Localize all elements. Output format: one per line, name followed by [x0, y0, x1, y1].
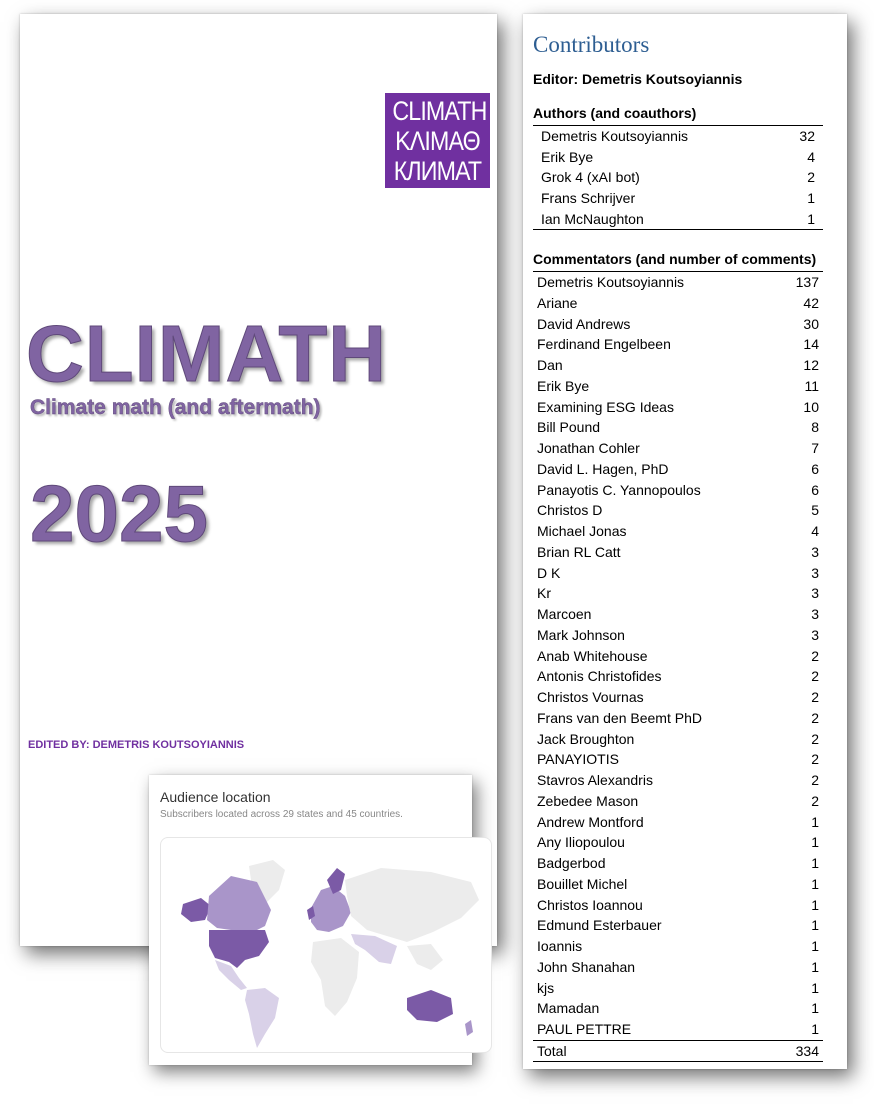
- table-row: [533, 874, 823, 895]
- contributor-name: Bill Pound: [537, 419, 601, 436]
- audience-title: Audience location: [160, 789, 271, 805]
- contributor-name: Erik Bye: [537, 377, 590, 394]
- total-label: Total: [537, 1042, 567, 1059]
- contributor-count: 3: [811, 564, 819, 581]
- contributor-count: 1: [811, 917, 819, 934]
- map-mexico: [215, 960, 247, 990]
- contributor-count: 3: [811, 543, 819, 560]
- contributor-count: 30: [803, 315, 819, 332]
- table-row: [533, 646, 823, 667]
- contributor-count: 6: [811, 460, 819, 477]
- world-map: [161, 838, 491, 1052]
- authors-heading: Authors (and coauthors): [533, 105, 697, 121]
- table-row: [533, 188, 823, 209]
- contributor-name: PANAYIOTIS: [537, 751, 619, 768]
- table-row: [533, 957, 823, 978]
- table-row: [533, 147, 823, 168]
- table-row: [533, 687, 823, 708]
- contributor-name: Demetris Koutsoyiannis: [537, 274, 685, 290]
- total-value: 334: [795, 1042, 819, 1059]
- contributor-count: 1: [811, 813, 819, 830]
- contributor-name: Edmund Esterbauer: [537, 917, 662, 934]
- table-row: [533, 978, 823, 999]
- contributor-count: 2: [811, 689, 819, 705]
- contributor-count: 1: [807, 190, 815, 207]
- table-row: [533, 438, 823, 459]
- contributor-count: 1: [811, 1021, 819, 1037]
- map-asia: [345, 868, 479, 942]
- contributor-name: Demetris Koutsoyiannis: [541, 128, 689, 144]
- map-alaska: [181, 898, 211, 922]
- table-row: [533, 480, 823, 501]
- map-europe: [311, 886, 351, 932]
- contributor-name: Anab Whitehouse: [537, 647, 648, 664]
- table-row: [533, 272, 823, 293]
- table-row: [533, 521, 823, 542]
- contributor-name: PAUL PETTRE: [537, 1021, 632, 1037]
- table-row: [533, 998, 823, 1019]
- climath-logo: [385, 93, 490, 188]
- table-row: [533, 126, 823, 147]
- contributor-name: Examining ESG Ideas: [537, 398, 674, 415]
- contributors-page: [523, 14, 847, 1069]
- world-map-panel: [160, 837, 492, 1053]
- table-row: [533, 895, 823, 916]
- table-row: [533, 749, 823, 770]
- contributor-count: 11: [804, 377, 819, 394]
- contributor-count: 1: [811, 855, 819, 871]
- table-row: [533, 853, 823, 874]
- contributor-count: 1: [811, 896, 819, 913]
- contributor-name: Panayotis C. Yannopoulos: [537, 481, 701, 498]
- table-row: [533, 376, 823, 397]
- contributor-count: 4: [807, 148, 815, 165]
- cover-editor-credit: EDITED BY: DEMETRIS KOUTSOYIANNIS: [28, 739, 245, 751]
- contributor-name: kjs: [537, 979, 555, 996]
- contributor-count: 3: [811, 626, 819, 643]
- table-row: [533, 209, 823, 230]
- logo-line-cyrillic: КЛИМАТ: [393, 155, 482, 186]
- contributor-count: 1: [807, 210, 815, 227]
- contributor-name: D K: [537, 564, 561, 581]
- table-row: [533, 542, 823, 563]
- contributor-count: 1: [811, 958, 819, 975]
- contributor-count: 7: [811, 440, 819, 456]
- cover-subtitle: Climate math (and aftermath): [30, 396, 321, 419]
- table-row: [533, 500, 823, 521]
- contributor-name: David Andrews: [537, 315, 631, 332]
- table-row: [533, 167, 823, 188]
- table-row: [533, 563, 823, 584]
- commentators-heading: Commentators (and number of comments): [533, 251, 817, 267]
- contributor-name: Brian RL Catt: [537, 543, 621, 560]
- table-row: [533, 812, 823, 833]
- map-australia: [407, 990, 453, 1022]
- contributor-count: 2: [811, 772, 819, 788]
- contributor-name: David L. Hagen, PhD: [537, 460, 669, 477]
- contributor-name: Michael Jonas: [537, 523, 627, 539]
- contributors-heading: Contributors: [533, 32, 650, 57]
- table-row: [533, 293, 823, 314]
- contributor-name: Kr: [537, 585, 551, 602]
- contributor-count: 10: [803, 398, 819, 415]
- contributor-count: 3: [811, 585, 819, 602]
- contributor-name: Dan: [537, 357, 563, 373]
- table-row: [533, 832, 823, 853]
- table-row: [533, 666, 823, 687]
- contributor-name: Frans van den Beemt PhD: [537, 709, 702, 726]
- audience-subtitle: Subscribers located across 29 states and 45 countries.: [160, 809, 403, 820]
- table-row: [533, 915, 823, 936]
- map-se-asia: [407, 944, 443, 970]
- contributor-name: Zebedee Mason: [537, 792, 639, 809]
- cover-year: 2025: [30, 469, 208, 558]
- map-africa: [311, 938, 359, 1016]
- contributor-count: 1: [811, 834, 819, 851]
- contributor-name: Frans Schrijver: [541, 190, 636, 207]
- contributor-name: Jonathan Cohler: [537, 440, 640, 456]
- contributor-name: Bouillet Michel: [537, 875, 628, 892]
- contributor-count: 32: [799, 128, 815, 144]
- table-row: [533, 417, 823, 438]
- contributor-count: 3: [811, 606, 819, 622]
- contributor-count: 2: [811, 668, 819, 685]
- contributor-name: Ian McNaughton: [541, 210, 644, 227]
- commentators-table: [533, 271, 823, 1062]
- contributor-count: 42: [803, 294, 819, 311]
- contributor-name: Ferdinand Engelbeen: [537, 336, 671, 353]
- table-row: [533, 604, 823, 625]
- contributor-count: 12: [803, 357, 819, 373]
- table-row: [533, 770, 823, 791]
- contributor-name: Stavros Alexandris: [537, 772, 653, 788]
- contributor-name: Mamadan: [537, 1000, 600, 1017]
- contributor-name: Badgerbod: [537, 855, 606, 871]
- contributor-count: 1: [811, 875, 819, 892]
- contributor-count: 6: [811, 481, 819, 498]
- table-row: [533, 583, 823, 604]
- table-row: [533, 334, 823, 355]
- contributor-count: 2: [811, 751, 819, 768]
- contributor-count: 8: [811, 419, 819, 436]
- contributor-count: 137: [795, 274, 819, 290]
- table-row: [533, 791, 823, 812]
- contributor-count: 14: [803, 336, 819, 353]
- contributor-name: Mark Johnson: [537, 626, 625, 643]
- cover-title: CLIMATH: [26, 309, 387, 398]
- logo-line-latin: CLIMATH: [392, 95, 487, 126]
- contributor-name: Ariane: [537, 294, 578, 311]
- table-row: [533, 1019, 823, 1040]
- contributor-count: 2: [811, 792, 819, 809]
- editor-line: Editor: Demetris Koutsoyiannis: [533, 71, 743, 87]
- total-row: [533, 1040, 823, 1062]
- table-row: [533, 397, 823, 418]
- audience-location-card: [149, 775, 472, 1065]
- contributor-count: 2: [811, 730, 819, 747]
- map-new-zealand: [465, 1020, 473, 1036]
- table-row: [533, 355, 823, 376]
- contributor-name: Christos D: [537, 502, 603, 519]
- logo-line-greek: ΚΛΙΜΑΘ: [395, 125, 480, 156]
- contributor-name: John Shanahan: [537, 958, 636, 975]
- table-row: [533, 729, 823, 750]
- contributor-count: 5: [811, 502, 819, 519]
- contributor-name: Ioannis: [537, 938, 583, 954]
- contributor-name: Christos Vournas: [537, 689, 644, 705]
- contributor-count: 1: [811, 1000, 819, 1017]
- contributor-name: Andrew Montford: [537, 813, 644, 830]
- contributor-name: Erik Bye: [541, 148, 594, 165]
- table-row: [533, 625, 823, 646]
- contributor-count: 4: [811, 523, 819, 539]
- contributor-count: 1: [811, 938, 819, 954]
- table-row: [533, 936, 823, 957]
- table-row: [533, 314, 823, 335]
- map-south-america: [245, 988, 279, 1048]
- contributor-name: Christos Ioannou: [537, 896, 643, 913]
- contributor-count: 2: [811, 709, 819, 726]
- contributor-count: 1: [811, 979, 819, 996]
- contributor-count: 2: [807, 169, 815, 186]
- table-row: [533, 459, 823, 480]
- contributor-count: 2: [811, 647, 819, 664]
- contributor-name: Grok 4 (xAI bot): [541, 169, 640, 186]
- contributor-name: Jack Broughton: [537, 730, 635, 747]
- authors-table: [533, 125, 823, 230]
- contributor-name: Marcoen: [537, 606, 592, 622]
- contributor-name: Any Iliopoulou: [537, 834, 625, 851]
- contributor-name: Antonis Christofides: [537, 668, 662, 685]
- table-row: [533, 708, 823, 729]
